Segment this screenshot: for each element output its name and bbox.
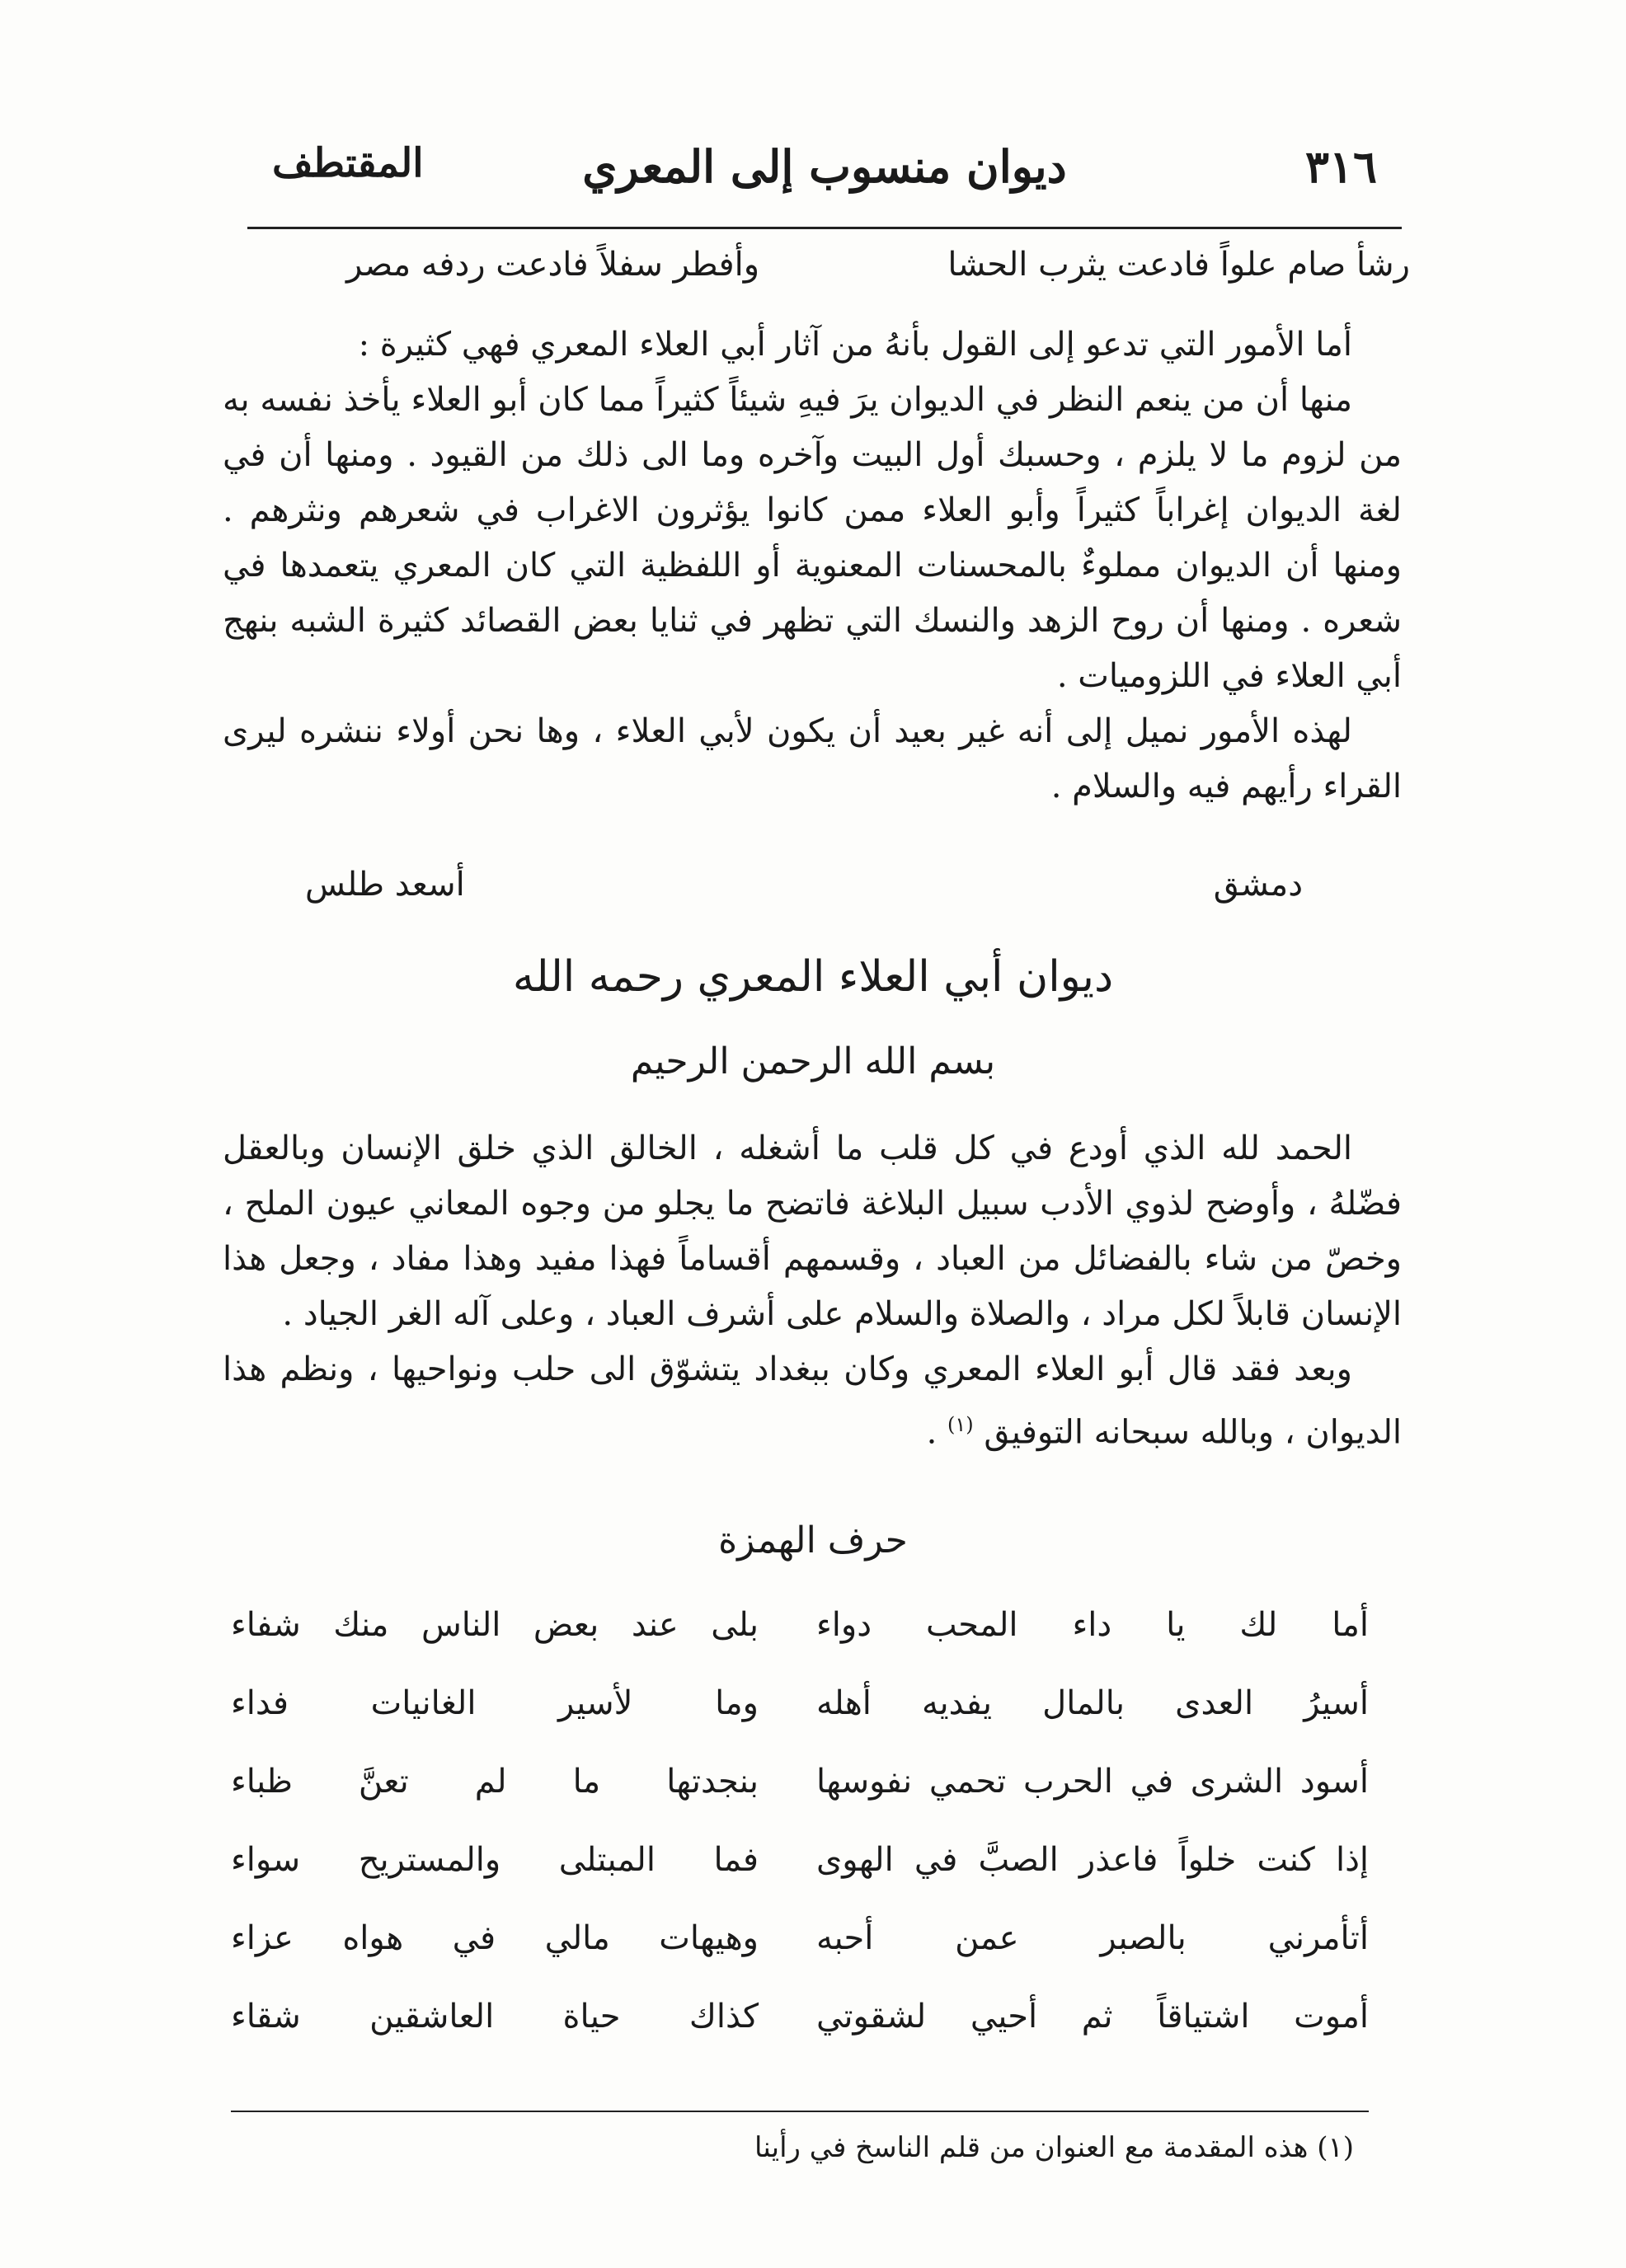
verse [231,1833,1369,1911]
preface [223,1121,1402,1460]
diwan-title: ديوان أبي العلاء المعري رحمه الله [512,952,1114,1002]
verse-second-hemistich: بلى عند بعض الناس منك شفاء [231,1606,759,1644]
verse-second-hemistich: وهيهات مالي في هواه عزاء [231,1919,759,1957]
verse [231,1911,1369,1989]
paragraph: الحمد لله الذي أودع في كل قلب ما أشغله ، الخالق الذي خلق الإنسان وبالعقل فضّلهُ ، وأوضح لذوي الأدب سبيل البلاغة فاتضح ما يجلو من وجوه المعاني عيون الملح ، وخصّ من شاء بالفضائل من العباد ، وقسمهم أقساماً فهذا مفيد وهذا مفاد ، وجعل هذا الإنسان قابلاً لكل مراد ، والصلاة والسلام على أشرف العباد ، وعلى آله الغر الجياد . [223,1129,1402,1333]
verse-first-hemistich: أما لك يا داء المحب دواء [816,1606,1369,1644]
verse-second-hemistich: بنجدتها ما لم تعنَّ ظباء [231,1763,759,1801]
paragraph: أما الأمور التي تدعو إلى القول بأنهُ من آثار أبي العلاء المعري فهي كثيرة : [358,326,1352,364]
running-title: ديوان منسوب إلى المعري [582,140,1067,193]
journal-name: المقتطف [272,140,424,186]
verse-first-hemistich: إذا كنت خلواً فاعذر الصبَّ في الهوى [816,1841,1369,1879]
verse [231,1676,1369,1754]
signature-author: أسعد طلس [305,866,465,904]
footnote-rule [231,2111,1369,2112]
verse [231,1989,1369,2068]
poem [231,1598,1369,2068]
paragraph-text: وبعد فقد قال أبو العلاء المعري وكان ببغداد يتشوّق الى حلب ونواحيها ، ونظم هذا الديوان ، وبالله سبحانه التوفيق [223,1350,1402,1452]
header-rule [247,227,1402,229]
footnote: (١) هذه المقدمة مع العنوان من قلم الناسخ في رأينا [754,2131,1354,2164]
verse-second-hemistich: وما لأسير الغانيات فداء [231,1684,759,1722]
verse [231,1598,1369,1676]
verse-first-hemistich: أتأمرني بالصبر عمن أحبه [816,1919,1369,1957]
page-number: ٣١٦ [1304,140,1377,193]
section-title: حرف الهمزة [718,1519,908,1561]
signature-place: دمشق [1213,866,1303,904]
paragraph: وبعد فقد قال أبو العلاء المعري وكان ببغداد يتشوّق الى حلب ونواحيها ، ونظم هذا الديوان ، وبالله سبحانه التوفيق $^{(١)}$ . [223,1350,1402,1452]
paragraph: منها أن من ينعم النظر في الديوان يرَ فيهِ شيئاً كثيراً مما كان أبو العلاء يأخذ نفسه به من لزوم ما لا يلزم ، وحسبك أول البيت وآخره وما الى ذلك من القيود . ومنها أن في لغة الديوان إغراباً كثيراً وأبو العلاء ممن كانوا يؤثرون الاغراب في شعرهم ونثرهم . ومنها أن الديوان مملوءٌ بالمحسنات المعنوية أو اللفظية التي كان المعري يتعمدها في شعره . ومنها أن روح الزهد والنسك التي تظهر في ثنايا بعض القصائد كثيرة الشبه بنهج أبي العلاء في اللزوميات . [223,381,1402,695]
paragraph: لهذه الأمور نميل إلى أنه غير بعيد أن يكون لأبي العلاء ، وها نحن أولاء ننشره ليرى القراء رأيهم فيه والسلام . [223,712,1402,805]
verse-second-hemistich: وأفطر سفلاً فادعت ردفه مصر [346,246,760,284]
verse-first-hemistich: أموت اشتياقاً ثم أحيي لشقوتي [816,1998,1369,2036]
verse-second-hemistich: فما المبتلى والمستريح سواء [231,1841,759,1879]
basmala: بسم الله الرحمن الرحيم [630,1040,996,1082]
introduction [223,317,1402,815]
verse-second-hemistich: كذاك حياة العاشقين شقاء [231,1998,759,2036]
verse [231,1754,1369,1833]
verse-first-hemistich: أسود الشرى في الحرب تحمي نفوسها [816,1763,1369,1801]
verse-first-hemistich: أسيرُ العدى بالمال يفديه أهله [816,1684,1369,1722]
running-header [272,140,1377,206]
footnote-reference: (١) [947,1413,974,1436]
verse-first-hemistich: رشأ صام علواً فادعت يثرب الحشا [947,246,1410,284]
